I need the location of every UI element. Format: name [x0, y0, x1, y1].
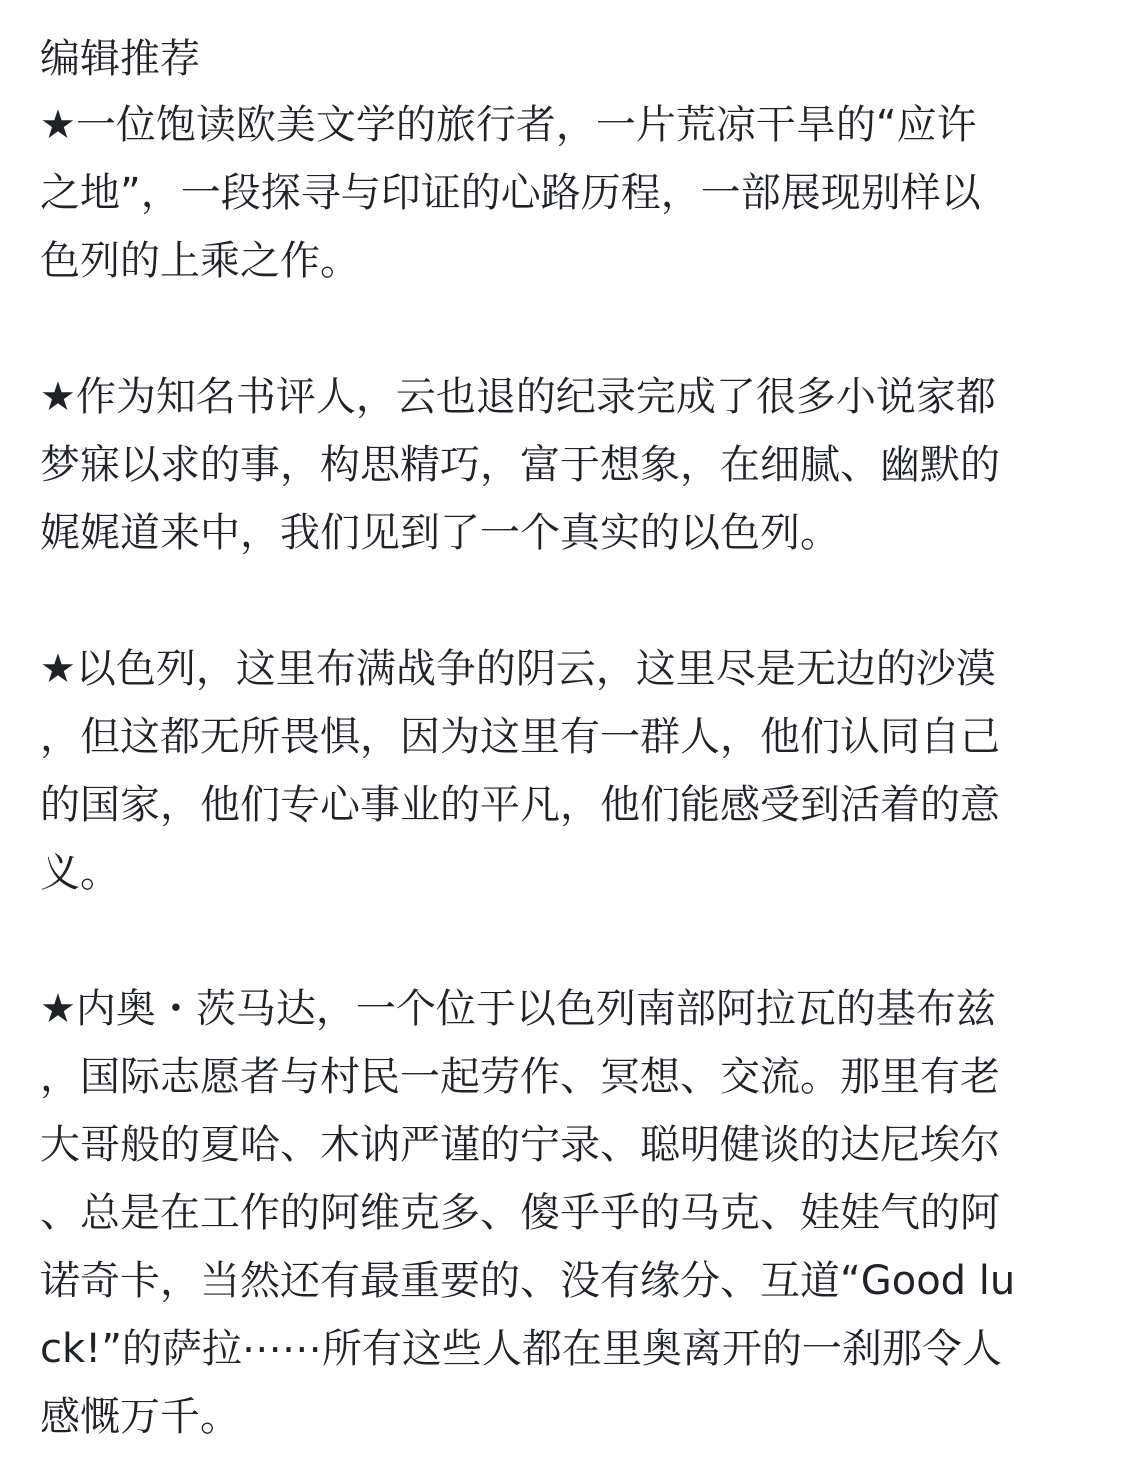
text-line: ★作为知名书评人，云也退的纪录完成了很多小说家都	[40, 374, 996, 420]
recommendation-paragraph-2	[40, 363, 1085, 567]
text-line: ★内奥・茨马达，一个位于以色列南部阿拉瓦的基布兹	[40, 986, 996, 1032]
text-line: ，但这都无所畏惧，因为这里有一群人，他们认同自己	[40, 714, 1000, 760]
text-line: 大哥般的夏哈、木讷严谨的宁录、聪明健谈的达尼埃尔	[40, 1122, 1000, 1168]
text-line: 诺奇卡，当然还有最重要的、没有缘分、互道“Good lu	[40, 1258, 1016, 1304]
text-line: ★以色列，这里布满战争的阴云，这里尽是无边的沙漠	[40, 646, 996, 692]
paragraph-spacer	[40, 907, 1085, 975]
text-line: 感慨万千。	[40, 1394, 240, 1440]
text-line: 的国家，他们专心事业的平凡，他们能感受到活着的意	[40, 782, 1000, 828]
text-line: ★一位饱读欧美文学的旅行者，一片荒凉干旱的“应许	[40, 102, 977, 148]
text-line: 娓娓道来中，我们见到了一个真实的以色列。	[40, 510, 840, 556]
text-line: 、总是在工作的阿维克多、傻乎乎的马克、娃娃气的阿	[40, 1190, 1000, 1236]
text-line: 梦寐以求的事，构思精巧，富于想象，在细腻、幽默的	[40, 442, 1000, 488]
paragraph-spacer	[40, 295, 1085, 363]
section-title: 编辑推荐	[40, 36, 200, 82]
recommendation-paragraph-3	[40, 635, 1085, 907]
paragraph-spacer	[40, 567, 1085, 635]
recommendation-paragraph-1	[40, 91, 1085, 295]
text-line: ck!”的萨拉⋯⋯所有这些人都在里奥离开的一刹那令人	[40, 1326, 1002, 1372]
text-line: 之地”，一段探寻与印证的心路历程，一部展现别样以	[40, 170, 981, 216]
recommendation-paragraph-4	[40, 975, 1085, 1451]
text-line: 义。	[40, 850, 120, 896]
text-line: ，国际志愿者与村民一起劳作、冥想、交流。那里有老	[40, 1054, 1000, 1100]
text-line: 色列的上乘之作。	[40, 238, 360, 284]
